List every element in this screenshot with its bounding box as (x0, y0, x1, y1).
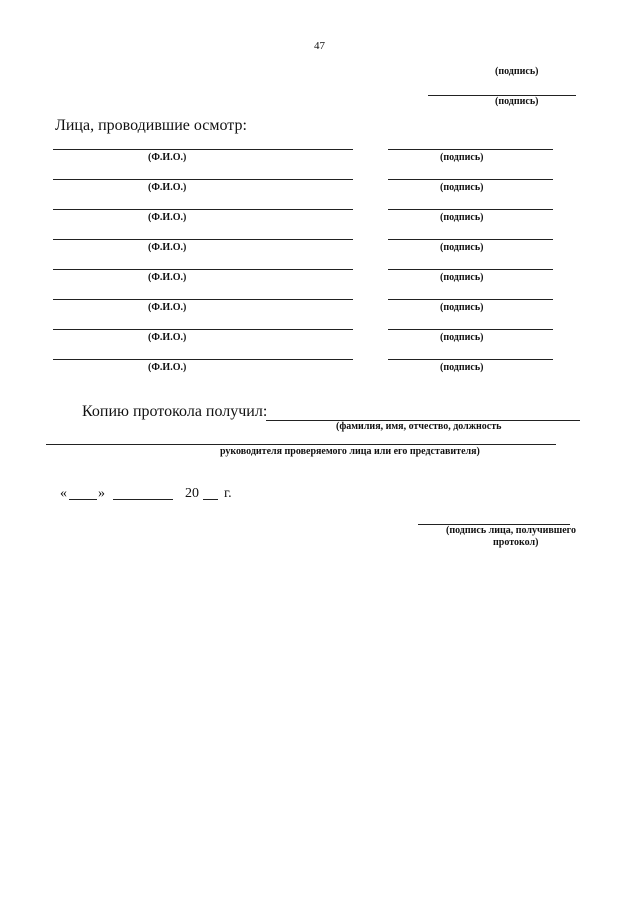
receiver-signature-caption-2: протокол) (493, 537, 539, 548)
name-caption: (Ф.И.О.) (148, 362, 187, 373)
name-line (53, 359, 353, 360)
signature-line (388, 179, 553, 180)
signature-caption: (подпись) (440, 242, 484, 253)
name-line (53, 209, 353, 210)
signature-line (388, 269, 553, 270)
signature-caption: (подпись) (440, 272, 484, 283)
page-number: 47 (314, 40, 325, 52)
receiver-signature-caption-1: (подпись лица, получившего (446, 525, 576, 536)
signature-caption: (подпись) (440, 212, 484, 223)
signature-line (388, 329, 553, 330)
inspectors-heading: Лица, проводившие осмотр: (55, 117, 247, 134)
signature-caption: (подпись) (440, 182, 484, 193)
signature-line (388, 149, 553, 150)
name-line (53, 239, 353, 240)
name-caption: (Ф.И.О.) (148, 302, 187, 313)
name-caption: (Ф.И.О.) (148, 332, 187, 343)
date-close-quote: » (98, 486, 105, 501)
signature-line (388, 299, 553, 300)
signature-caption: (подпись) (440, 152, 484, 163)
date-day-line (69, 499, 97, 500)
copy-received-label: Копию протокола получил: (82, 403, 268, 420)
name-line (53, 329, 353, 330)
signature-caption: (подпись) (440, 332, 484, 343)
date-month-line (113, 499, 173, 500)
name-line (53, 179, 353, 180)
name-caption: (Ф.И.О.) (148, 182, 187, 193)
signature-line (388, 209, 553, 210)
copy-received-caption-2: руководителя проверяемого лица или его представителя) (220, 446, 480, 457)
copy-received-line-2 (46, 444, 556, 445)
name-line (53, 149, 353, 150)
date-year-line (203, 499, 218, 500)
top-signature-caption-1: (подпись) (495, 66, 539, 77)
name-caption: (Ф.И.О.) (148, 152, 187, 163)
signature-line (388, 359, 553, 360)
signature-caption: (подпись) (440, 302, 484, 313)
name-line (53, 299, 353, 300)
top-signature-caption-2: (подпись) (495, 96, 539, 107)
name-line (53, 269, 353, 270)
date-open-quote: « (60, 486, 67, 501)
name-caption: (Ф.И.О.) (148, 242, 187, 253)
date-year-prefix: 20 (185, 486, 199, 501)
date-year-suffix: г. (224, 486, 232, 501)
signature-line (388, 239, 553, 240)
name-caption: (Ф.И.О.) (148, 212, 187, 223)
signature-caption: (подпись) (440, 362, 484, 373)
copy-received-caption-1: (фамилия, имя, отчество, должность (336, 421, 502, 432)
name-caption: (Ф.И.О.) (148, 272, 187, 283)
